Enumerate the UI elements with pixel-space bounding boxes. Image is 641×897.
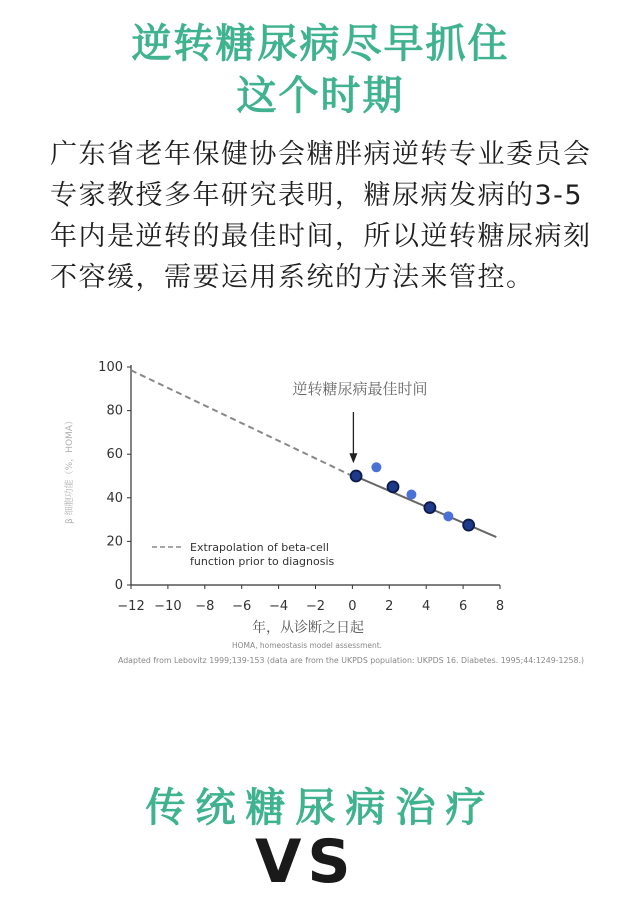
x-tick-label: −4 <box>269 599 289 614</box>
data-point <box>371 462 381 472</box>
x-tick-label: 8 <box>495 599 505 614</box>
y-tick-label: 20 <box>106 534 123 550</box>
y-tick-label: 0 <box>114 578 123 593</box>
x-tick-label: 4 <box>422 599 431 614</box>
legend-line1: Extrapolation of beta-cell <box>190 541 329 554</box>
data-point <box>351 471 362 482</box>
section2-title: 传统糖尿病治疗 <box>145 785 496 831</box>
annotation-arrow-head <box>349 453 357 463</box>
legend-line2: function prior to diagnosis <box>190 555 335 568</box>
title-line-1: 逆转糖尿病尽早抓住 <box>131 21 510 67</box>
data-point <box>443 511 453 521</box>
annotation-label: 逆转糖尿病最佳时间 <box>292 380 428 398</box>
data-point <box>463 520 474 531</box>
vs-label: VS <box>255 827 357 897</box>
x-tick-label: 6 <box>458 599 468 614</box>
x-axis-label: 年，从诊断之日起 <box>252 620 364 636</box>
x-tick-label: −8 <box>195 599 215 614</box>
y-tick-label: 60 <box>106 447 123 463</box>
y-axis-label: β 细胞功能（%，HOMA） <box>65 416 75 524</box>
x-tick-label: 2 <box>385 599 394 614</box>
x-tick-label: −6 <box>232 599 252 614</box>
chart-svg <box>0 350 641 680</box>
data-point <box>424 502 435 513</box>
y-tick-label: 40 <box>106 490 123 506</box>
x-tick-label: 0 <box>348 599 357 614</box>
data-point <box>387 481 398 492</box>
data-point <box>406 490 416 500</box>
body-paragraph: 广东省老年保健协会糖胖病逆转专业委员会专家教授多年研究表明，糖尿病发病的3-5年内是逆转的最佳时间，所以逆转糖尿病刻不容缓，需要运用系统的方法来管控。 <box>50 139 592 293</box>
x-tick-label: −10 <box>154 599 182 614</box>
x-tick-label: −12 <box>117 599 145 614</box>
footnote-1: HOMA, homeostasis model assessment. <box>232 641 383 650</box>
beta-cell-chart <box>0 350 641 680</box>
y-tick-label: 100 <box>98 360 123 375</box>
y-tick-label: 80 <box>106 403 123 419</box>
footnote-2: Adapted from Lebovitz 1999;139-153 (data are from the UKPDS population: UKPDS 16. Diabetes. 1995;44:1249-1258.) <box>118 656 585 665</box>
x-tick-label: −2 <box>305 599 326 614</box>
title-line-2: 这个时期 <box>236 73 405 119</box>
